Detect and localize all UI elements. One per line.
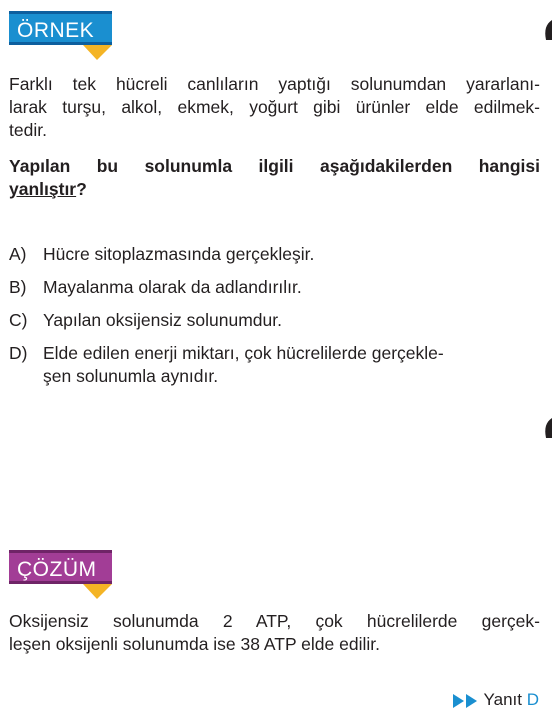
option-letter: D) [9, 343, 28, 363]
option-letter: C) [9, 310, 28, 330]
option-text: Yapılan oksijensiz solunumdur. [43, 310, 282, 330]
answer [453, 690, 539, 710]
answer-label: Yanıt [483, 690, 522, 709]
option-text: şen solunumla aynıdır. [43, 366, 219, 386]
question-keyword: yanlıştır [9, 179, 77, 199]
double-play-icon [453, 694, 479, 708]
question-stem [9, 73, 540, 142]
solution-line: leşen oksijenli solunumda ise 38 ATP elde edilir. [9, 634, 380, 654]
option-text: Mayalanma olarak da adlandırılır. [43, 277, 302, 297]
solution-text [9, 610, 540, 656]
option-letter: A) [9, 244, 27, 264]
ornek-badge [9, 11, 112, 60]
question-mark: ? [76, 179, 87, 199]
answer-letter: D [526, 690, 539, 709]
solution-line: Oksijensiz solunumda 2 ATP, çok hücrelilerde gerçek- [9, 611, 540, 631]
ornek-label: ÖRNEK [17, 19, 95, 42]
question-line: Yapılan bu solunumla ilgili aşağıdakilerden hangisi [9, 156, 540, 176]
stem-line: larak turşu, alkol, ekmek, yoğurt gibi ürünler elde edilmek- [9, 97, 540, 117]
option-text: Elde edilen enerji miktarı, çok hücrelilerde gerçekle- [43, 343, 444, 363]
cozum-badge [9, 550, 112, 599]
option-text: Hücre sitoplazmasında gerçekleşir. [43, 244, 315, 264]
stem-line: tedir. [9, 120, 47, 140]
page-edge-mark [544, 418, 552, 438]
stem-line: Farklı tek hücreli canlıların yaptığı solunumdan yararlanı- [9, 74, 540, 94]
option-letter: B) [9, 277, 27, 297]
cozum-label: ÇÖZÜM [17, 558, 97, 581]
page-edge-mark [544, 20, 552, 40]
question-prompt [9, 155, 540, 201]
